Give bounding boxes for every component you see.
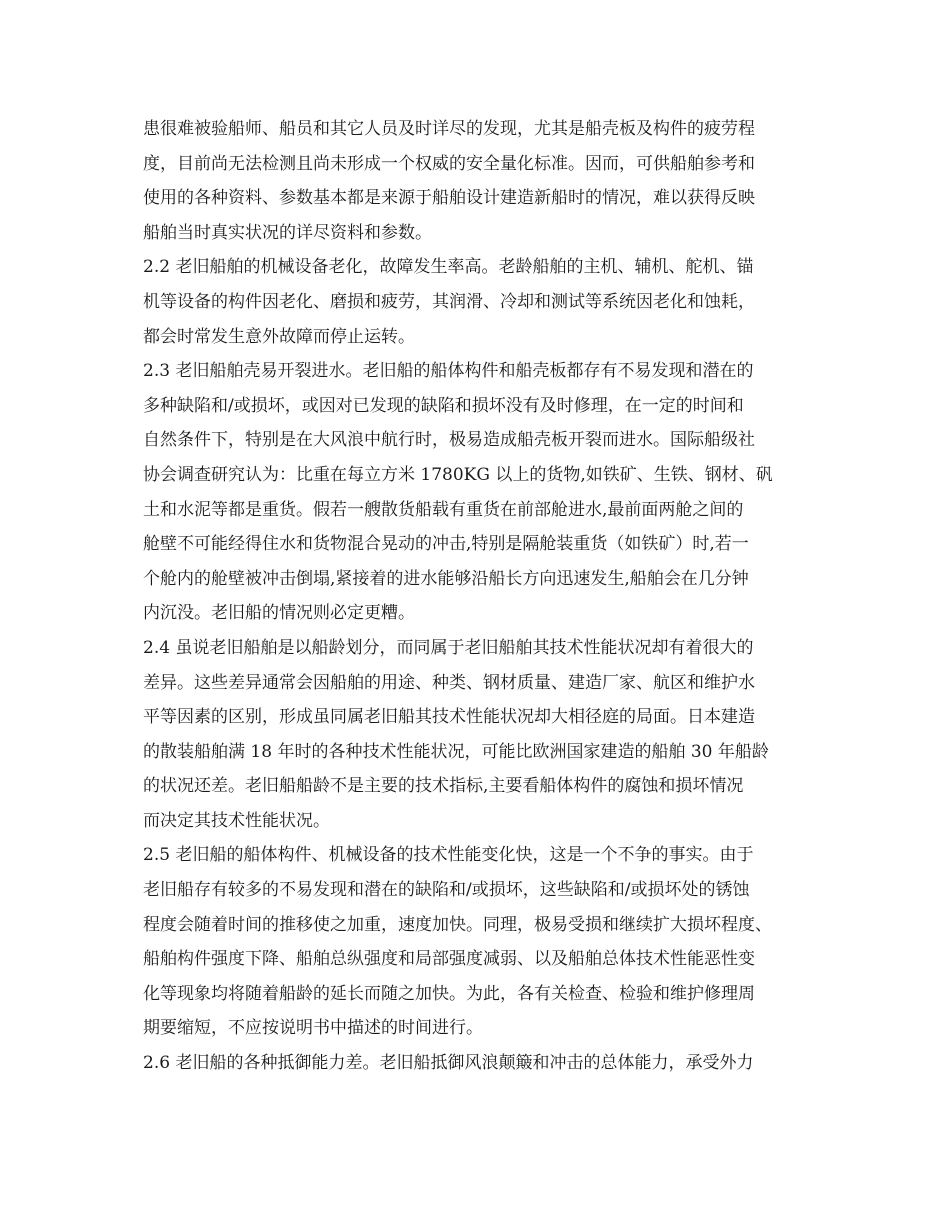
text-line: 船舶构件强度下降、船舶总纵强度和局部强度减弱、以及船舶总体技术性能恶性变 xyxy=(143,949,755,970)
text-line: 差异。这些差异通常会因船舶的用途、种类、钢材质量、建造厂家、航区和维护水 xyxy=(143,672,755,693)
text-line: 多种缺陷和/或损坏，或因对已发现的缺陷和损坏没有及时修理，在一定的时间和 xyxy=(143,395,744,416)
text-line: 而决定其技术性能状况。 xyxy=(143,810,330,831)
section-2-2-start: 2.2 老旧船舶的机械设备老化，故障发生率高。老龄船舶的主机、辅机、舵机、锚 xyxy=(143,257,754,278)
text-line: 患很难被验船师、船员和其它人员及时详尽的发现，尤其是船壳板及构件的疲劳程 xyxy=(143,119,755,139)
text-line: 期要缩短，不应按说明书中描述的时间进行。 xyxy=(143,1018,483,1039)
text-line: 机等设备的构件因老化、磨损和疲劳，其润滑、冷却和测试等系统因老化和蚀耗， xyxy=(143,291,755,312)
text-line: 个舱内的舱壁被冲击倒塌,紧接着的进水能够沿船长方向迅速发生,船舶会在几分钟 xyxy=(143,568,749,589)
text-line: 都会时常发生意外故障而停止运转。 xyxy=(143,326,415,347)
text-line: 内沉没。老旧船的情况则必定更糟。 xyxy=(143,603,415,624)
text-line: 土和水泥等都是重货。假若一艘散货船载有重货在前部舱进水,最前面两舱之间的 xyxy=(143,499,744,520)
text-line: 协会调查研究认为：比重在每立方米 1780KG 以上的货物,如铁矿、生铁、钢材、矾 xyxy=(143,464,773,485)
document-body xyxy=(143,112,823,1081)
text-line: 平等因素的区别，形成虽同属老旧船其技术性能状况却大相径庭的局面。日本建造 xyxy=(143,707,755,728)
text-line: 使用的各种资料、参数基本都是来源于船舶设计建造新船时的情况，难以获得反映 xyxy=(143,188,755,209)
section-2-5-start: 2.5 老旧船的船体构件、机械设备的技术性能变化快，这是一个不争的事实。由于 xyxy=(143,845,754,866)
text-line: 程度会随着时间的推移使之加重，速度加快。同理，极易受损和继续扩大损坏程度、 xyxy=(143,914,772,935)
text-line: 的状况还差。老旧船船龄不是主要的技术指标,主要看船体构件的腐蚀和损坏情况 xyxy=(143,776,744,797)
text-line: 化等现象均将随着船龄的延长而随之加快。为此，各有关检查、检验和维护修理周 xyxy=(143,983,755,1004)
text-line: 自然条件下，特别是在大风浪中航行时，极易造成船壳板开裂而进水。国际船级社 xyxy=(143,430,755,451)
section-2-4-start: 2.4 虽说老旧船舶是以船龄划分，而同属于老旧船舶其技术性能状况却有着很大的 xyxy=(143,637,754,658)
text-line: 舱壁不可能经得住水和货物混合晃动的冲击,特别是隔舱装重货（如铁矿）时,若一 xyxy=(143,534,749,555)
section-2-6-start: 2.6 老旧船的各种抵御能力差。老旧船抵御风浪颠簸和冲击的总体能力，承受外力 xyxy=(143,1053,754,1074)
section-2-3-start: 2.3 老旧船舶壳易开裂进水。老旧船的船体构件和船壳板都存有不易发现和潜在的 xyxy=(143,361,754,382)
text-line: 度，目前尚无法检测且尚未形成一个权威的安全量化标准。因而，可供船舶参考和 xyxy=(143,153,755,174)
text-line: 老旧船存有较多的不易发现和潜在的缺陷和/或损坏，这些缺陷和/或损坏处的锈蚀 xyxy=(143,880,750,901)
text-line: 船舶当时真实状况的详尽资料和参数。 xyxy=(143,222,432,243)
text-line: 的散装船舶满 18 年时的各种技术性能状况，可能比欧洲国家建造的船舶 30 年船龄 xyxy=(143,741,769,762)
